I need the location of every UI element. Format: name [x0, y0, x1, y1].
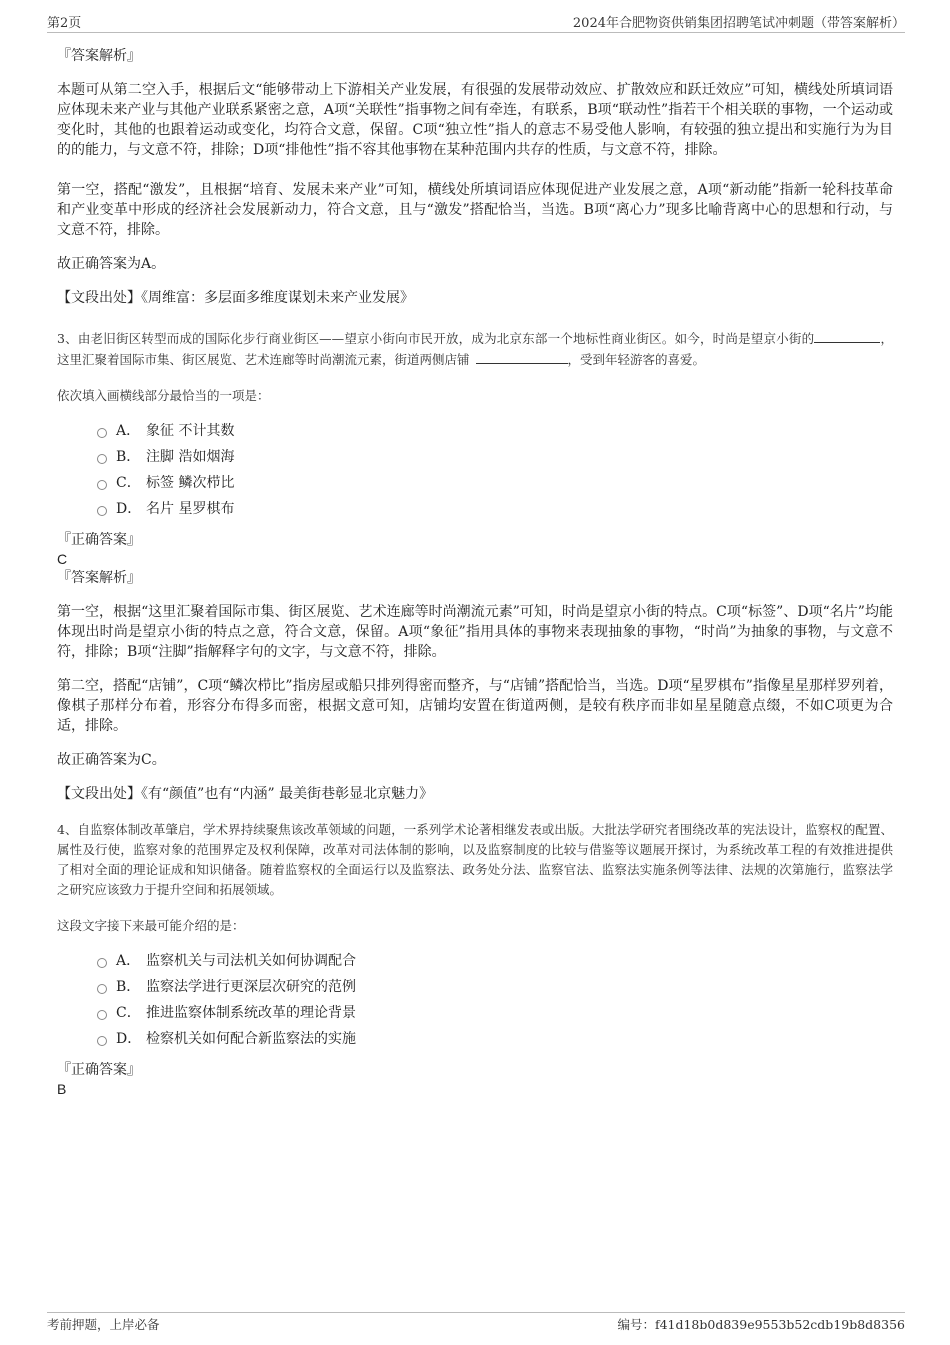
- radio-icon[interactable]: [97, 480, 107, 490]
- question-prompt: 依次填入画横线部分最恰当的一项是：: [57, 388, 270, 403]
- source-citation: 【文段出处】《周维富：多层面多维度谋划未来产业发展》: [57, 290, 414, 306]
- fill-blank: [476, 349, 568, 364]
- radio-icon[interactable]: [97, 1010, 107, 1020]
- correct-answer: C: [57, 551, 68, 567]
- question-text: ，这里汇聚着国际市集、街区展览、艺术连廊等时尚潮流元素，街道两侧店铺: [57, 331, 893, 367]
- fill-blank: [814, 328, 880, 343]
- option-b[interactable]: B． 监察法学进行更深层次研究的范例: [97, 974, 893, 1000]
- question-text: 3、由老旧街区转型而成的国际化步行商业街区——望京小街向市民开放，成为北京东部一个地标性商业街区。如今，时尚是望京小街的: [57, 331, 815, 346]
- radio-icon[interactable]: [97, 506, 107, 516]
- option-d[interactable]: D． 检察机关如何配合新监察法的实施: [97, 1026, 893, 1052]
- question-prompt: 这段文字接下来最可能介绍的是：: [57, 918, 245, 933]
- answer-conclusion: 故正确答案为A。: [57, 256, 166, 272]
- radio-icon[interactable]: [97, 958, 107, 968]
- radio-icon[interactable]: [97, 1036, 107, 1046]
- answer-conclusion: 故正确答案为C。: [57, 752, 166, 768]
- option-a[interactable]: A． 象征 不计其数: [97, 418, 893, 444]
- correct-answer: B: [57, 1081, 67, 1097]
- correct-answer-label: 『正确答案』: [57, 1062, 141, 1078]
- analysis-paragraph: 本题可从第二空入手，根据后文“能够带动上下游相关产业发展，有很强的发展带动效应、扩散效应和跃迁效应”可知，横线处所填词语应体现未来产业与其他产业联系紧密之意，A项“关联性”指事物之间有牵连，有联系，B项“联动性”指若干个相关联的事物，一个运动或变化时，其他的也跟着运动或变化，均符合文意，保留。C项“独立性”指人的意志不易受他人影响，有较强的独立提出和实施行为为目的的能力，与文意不符，排除；D项“排他性”指不容其他事物在某种范围内共存的性质，与文意不符，排除。: [57, 82, 893, 158]
- correct-answer-label: 『正确答案』: [57, 532, 141, 548]
- option-b[interactable]: B． 注脚 浩如烟海: [97, 444, 893, 470]
- radio-icon[interactable]: [97, 428, 107, 438]
- radio-icon[interactable]: [97, 454, 107, 464]
- option-list: [57, 418, 893, 522]
- option-c[interactable]: C． 推进监察体制系统改革的理论背景: [97, 1000, 893, 1026]
- analysis-label: 『答案解析』: [57, 570, 141, 586]
- document-title: 2024年合肥物资供销集团招聘笔试冲刺题（带答案解析）: [572, 16, 905, 31]
- document-code: 编号：f41d18b0d839e9553b52cdb19b8d8356: [617, 1317, 905, 1332]
- analysis-paragraph: 第二空，搭配“店铺”，C项“鳞次栉比”指房屋或船只排列得密而整齐，与“店铺”搭配恰当，当选。D项“星罗棋布”指像星星那样罗列着，像棋子那样分布着，形容分布得多而密，根据文意可知，店铺均安置在街道两侧，是较有秩序而非如星星随意点缀，不如C项更为合适，排除。: [57, 678, 893, 734]
- option-list: [57, 948, 893, 1052]
- source-citation: 【文段出处】《有“颜值”也有“内涵” 最美街巷彰显北京魅力》: [57, 786, 434, 802]
- question-3-stem: [57, 328, 893, 370]
- option-a[interactable]: A． 监察机关与司法机关如何协调配合: [97, 948, 893, 974]
- page-header: [47, 12, 905, 33]
- page-number: 第2页: [47, 16, 82, 31]
- page-footer: [47, 1312, 905, 1335]
- analysis-paragraph: 第一空，搭配“激发”，且根据“培育、发展未来产业”可知，横线处所填词语应体现促进产业发展之意，A项“新动能”指新一轮科技革命和产业变革中形成的经济社会发展新动力，符合文意，且与“激发”搭配恰当，当选。B项“离心力”现多比喻背离中心的思想和行动，与文意不符，排除。: [57, 182, 893, 238]
- question-text: ，受到年轻游客的喜爱。: [567, 352, 706, 367]
- page-content: [57, 46, 893, 1098]
- radio-icon[interactable]: [97, 984, 107, 994]
- option-c[interactable]: C． 标签 鳞次栉比: [97, 470, 893, 496]
- analysis-label: 『答案解析』: [57, 48, 141, 64]
- footer-slogan: 考前押题，上岸必备: [47, 1317, 160, 1332]
- question-4-stem: 4、自监察体制改革肇启，学术界持续聚焦该改革领域的问题，一系列学术论著相继发表或出版。大批法学研究者围绕改革的宪法设计，监察权的配置、属性及行使，监察对象的范围界定及权利保障，改革对司法体制的影响，以及监察制度的比较与借鉴等议题展开探讨，为系统改革工程的有效推进提供了相对全面的理论证成和知识储备。随着监察权的全面运行以及监察法、政务处分法、监察官法、监察法实施条例等法律、法规的次第施行，监察法学之研究应该致力于提升空间和拓展领域。: [57, 822, 893, 897]
- analysis-paragraph: 第一空，根据“这里汇聚着国际市集、街区展览、艺术连廊等时尚潮流元素”可知，时尚是望京小街的特点。C项“标签”、D项“名片”均能体现出时尚是望京小街的特点之意，符合文意，保留。A项“象征”指用具体的事物来表现抽象的事物，“时尚”为抽象的事物，与文意不符，排除；B项“注脚”指解释字句的文字，与文意不符，排除。: [57, 604, 893, 660]
- option-d[interactable]: D． 名片 星罗棋布: [97, 496, 893, 522]
